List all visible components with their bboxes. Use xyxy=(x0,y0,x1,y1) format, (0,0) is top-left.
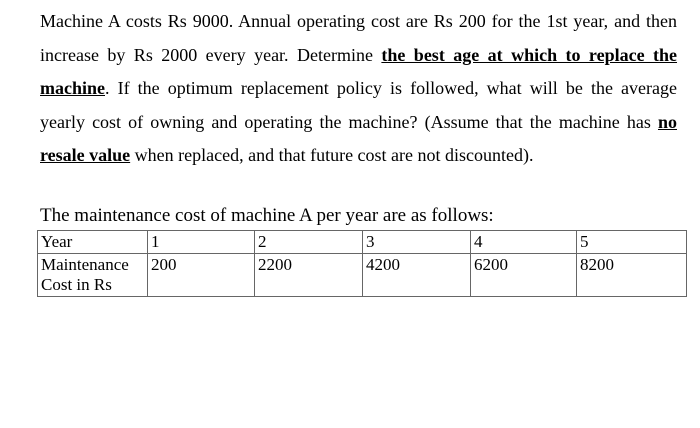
row-label-year: Year xyxy=(38,231,148,254)
year-cell: 1 xyxy=(148,231,255,254)
maintenance-table xyxy=(37,230,687,297)
problem-text: when replaced, and that future cost are not discounted). xyxy=(130,145,534,165)
cost-cell: 4200 xyxy=(363,254,471,297)
emphasis-no-resale: no resale value xyxy=(40,111,677,165)
row-label-cost xyxy=(38,254,148,297)
table-row xyxy=(38,231,687,254)
label-line: Maintenance xyxy=(41,255,129,274)
emphasis-best-age: the best age at which to replace the machine xyxy=(40,44,678,98)
year-cell: 2 xyxy=(255,231,363,254)
table-row xyxy=(38,254,687,297)
table-caption: The maintenance cost of machine A per year are as follows: xyxy=(40,205,494,226)
cost-cell: 2200 xyxy=(255,254,363,297)
year-cell: 3 xyxy=(363,231,471,254)
problem-text: . If the optimum replacement policy is followed, what will be the average yearly cost of owning and operating the machine? (Assume that the machine has xyxy=(40,78,677,132)
cost-cell: 6200 xyxy=(471,254,577,297)
problem-text: Machine A costs Rs 9000. Annual operating cost are Rs 200 for the 1st year, and then increase by Rs 2000 every year. Determine xyxy=(40,11,677,65)
label-line: Cost in Rs xyxy=(41,275,112,294)
cost-cell: 200 xyxy=(148,254,255,297)
year-cell: 5 xyxy=(577,231,687,254)
problem-statement xyxy=(40,5,677,173)
year-cell: 4 xyxy=(471,231,577,254)
cost-cell: 8200 xyxy=(577,254,687,297)
